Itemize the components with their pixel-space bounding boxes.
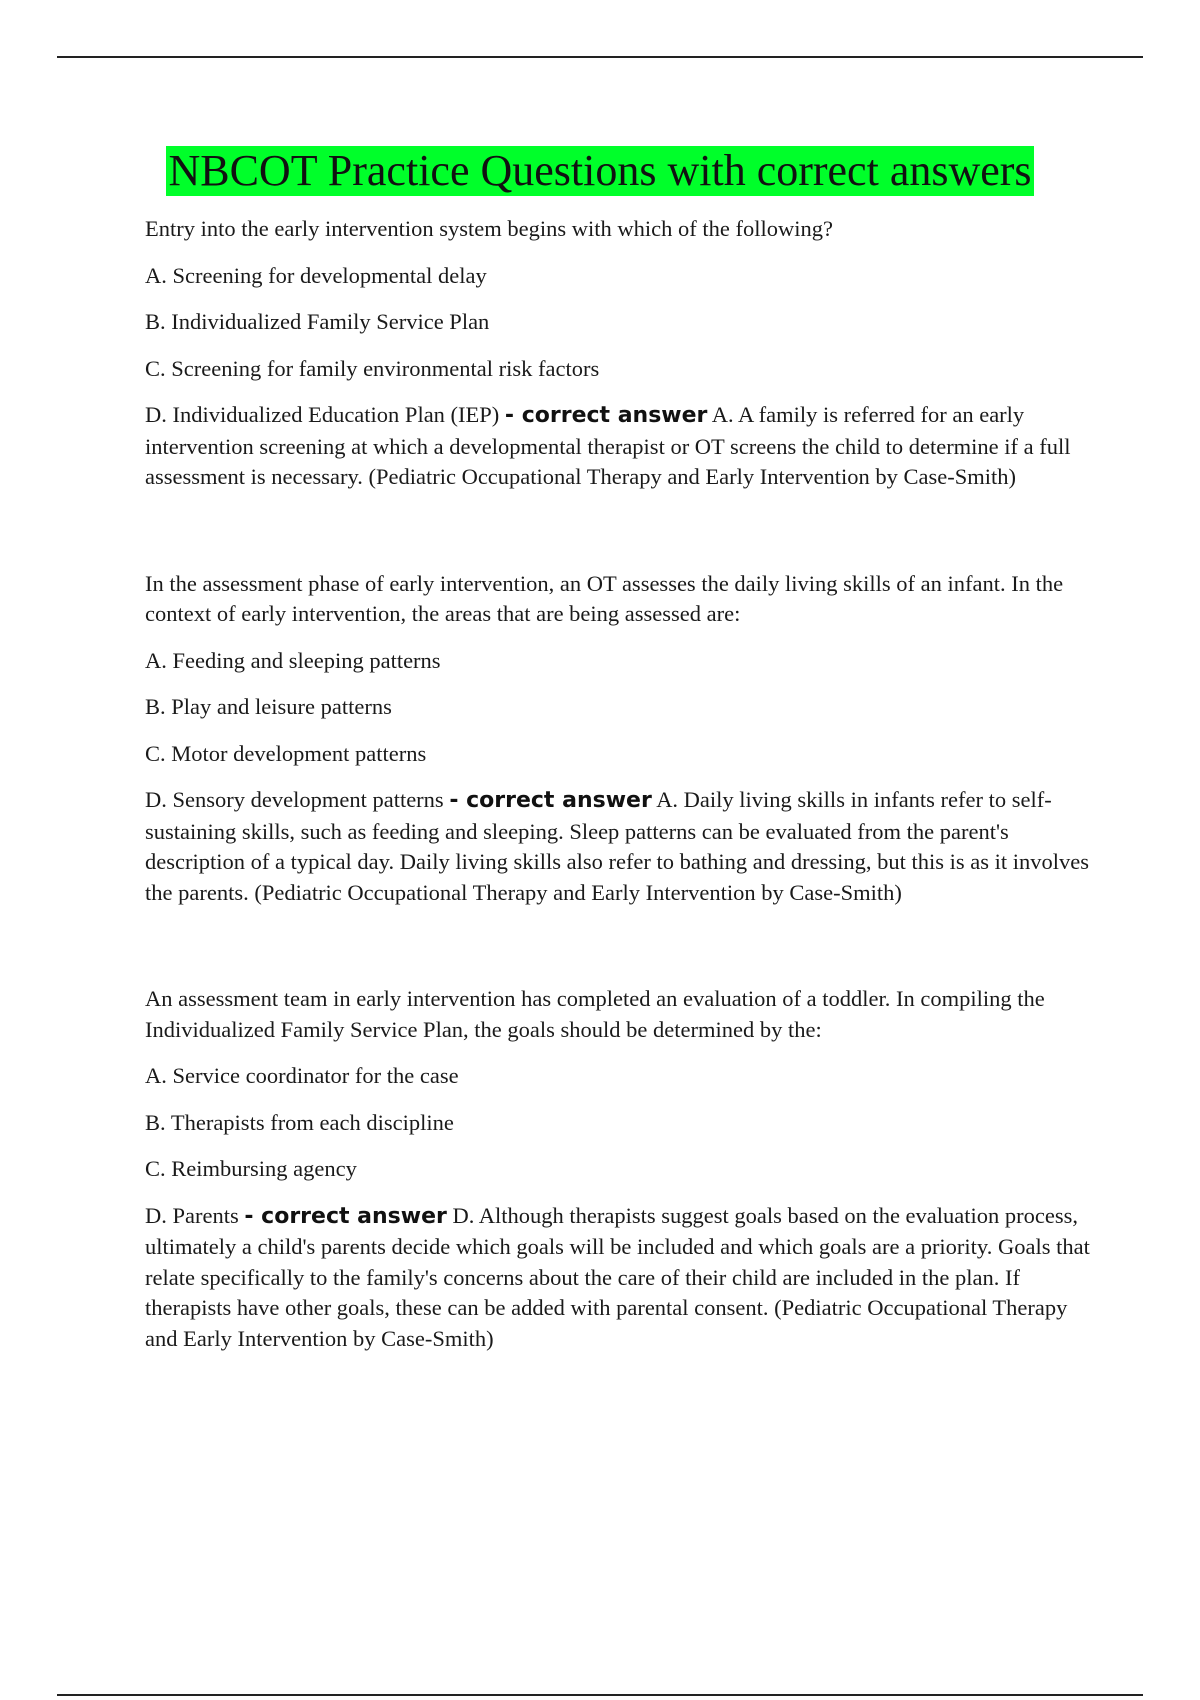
answer-paragraph	[145, 1201, 1095, 1355]
option-b: B. Individualized Family Service Plan	[145, 309, 490, 334]
correct-answer-marker: - correct answer	[504, 403, 708, 428]
answer-explanation: D. Although therapists suggest goals based on the evaluation process, ultimately a child's parents decide which goals will be included and which goals are a priority. Goals that relate specifically to the family's concerns about the care of their child are included in the plan. If therapists have other goals, these can be added with parental consent. (Pediatric Occupational Therapy and Early Intervention by Case-Smith)	[145, 1202, 1090, 1351]
title-container	[0, 146, 1200, 196]
question-text: An assessment team in early intervention has completed an evaluation of a toddler. In compiling the Individualized Family Service Plan, the goals should be determined by the:	[145, 986, 1045, 1042]
question-text: In the assessment phase of early intervention, an OT assesses the daily living skills of an infant. In the context of early intervention, the areas that are being assessed are:	[145, 570, 1064, 626]
option-c: C. Screening for family environmental risk factors	[145, 355, 600, 381]
answer-explanation: A. Daily living skills in infants refer to self-sustaining skills, such as feeding and sleeping. Sleep patterns can be evaluated from the parent's description of a typical day. Daily living skills also refer to bathing and dressing, but this is as it involves the parents. (Pediatric Occupational Therapy and Early Intervention by Case-Smith)	[145, 787, 1090, 905]
bottom-rule	[57, 1694, 1143, 1696]
answer-explanation: A. A family is referred for an early intervention screening at which a developmental therapist or OT screens the child to determine if a full assessment is necessary. (Pediatric Occupational Therapy and Early Intervention by Case-Smith)	[145, 402, 1071, 489]
question-block-2	[145, 569, 1095, 909]
option-d: D. Sensory development patterns	[145, 787, 444, 812]
question-block-3	[145, 984, 1095, 1354]
document-body	[145, 214, 1095, 1430]
option-c: C. Motor development patterns	[145, 740, 427, 766]
answer-paragraph	[145, 400, 1095, 493]
option-c: C. Reimbursing agency	[145, 1156, 357, 1181]
option-a: A. Feeding and sleeping patterns	[145, 647, 441, 673]
correct-answer-marker: - correct answer	[244, 1203, 447, 1229]
correct-answer-marker: - correct answer	[449, 788, 652, 813]
top-rule	[57, 56, 1143, 58]
option-d: D. Parents	[145, 1202, 239, 1228]
answer-paragraph	[145, 785, 1095, 908]
option-a: A. Screening for developmental delay	[145, 262, 487, 288]
option-b: B. Therapists from each discipline	[145, 1109, 454, 1135]
option-b: B. Play and leisure patterns	[145, 694, 392, 719]
option-d: D. Individualized Education Plan (IEP)	[145, 402, 500, 427]
option-a: A. Service coordinator for the case	[145, 1063, 459, 1088]
page-title: NBCOT Practice Questions with correct answers	[168, 146, 1032, 195]
question-block-1	[145, 214, 1095, 493]
question-text: Entry into the early intervention system begins with which of the following?	[145, 216, 833, 241]
